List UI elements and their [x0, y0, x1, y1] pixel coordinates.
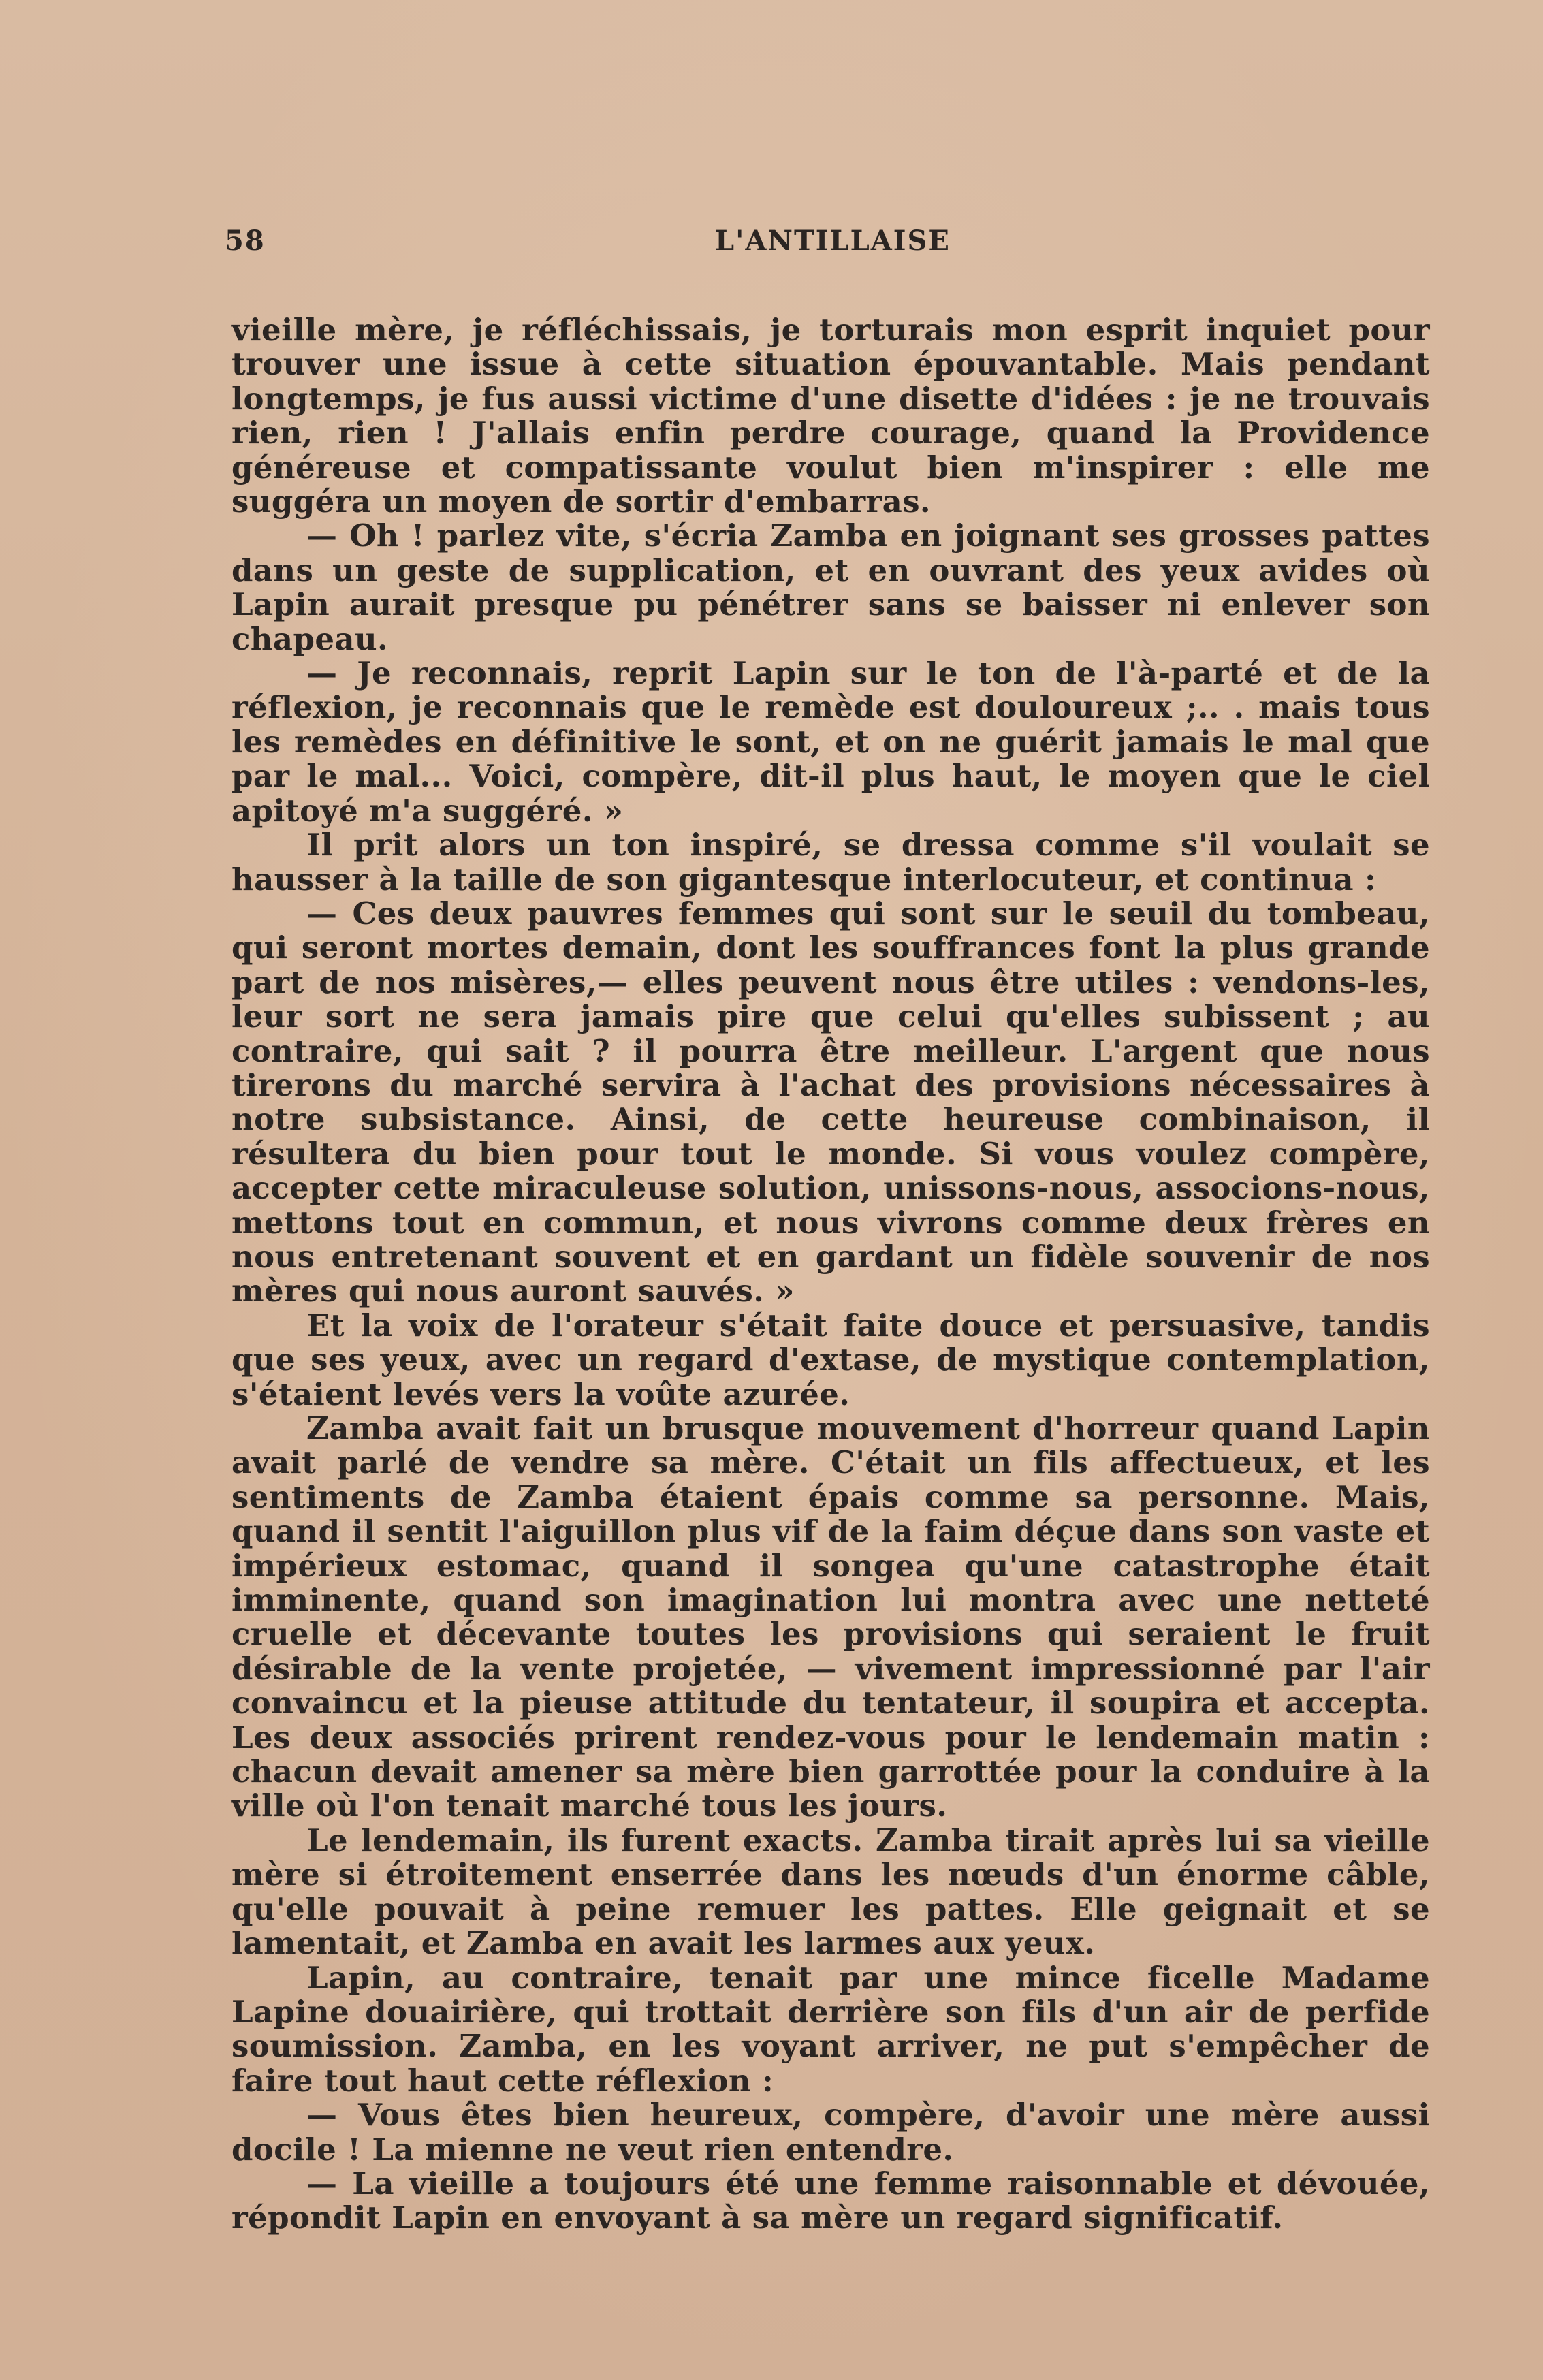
paragraph-docile-mother: — Vous êtes bien heureux, compère, d'avoir une mère aussi docile ! La mienne ne veut rien entendre. — [232, 2097, 1430, 2168]
paragraph-lapin-string: Lapin, au contraire, tenait par une mince ficelle Madame Lapine douairière, qui trottait derrière son fils d'un air de perfide soumission. Zamba, en les voyant arriver, ne put s'empêcher de faire tout haut cette réflexion : — [232, 1959, 1430, 2099]
book-title: L'ANTILLAISE — [715, 225, 951, 257]
running-head — [225, 225, 1314, 259]
paragraph-lapin-reply: — La vieille a toujours été une femme raisonnable et dévouée, répondit Lapin en envoyant à sa mère un regard significatif. — [232, 2165, 1430, 2236]
body-text — [232, 313, 1430, 2236]
paragraph-lapin-remedy: — Je reconnais, reprit Lapin sur le ton de l'à-parté et de la réflexion, je reconnais que le remède est douloureux ;.. . mais tous les remèdes en définitive le sont, et on ne guérit jamais le mal que par le mal... Voici, compère, dit-il plus haut, le moyen que le ciel apitoyé m'a suggéré. » — [232, 655, 1430, 829]
paragraph-zamba-accepts: Zamba avait fait un brusque mouvement d'horreur quand Lapin avait parlé de vendre sa mère. C'était un fils affectueux, et les sentiments de Zamba étaient épais comme sa personne. Mais, quand il sentit l'aiguillon plus vif de la faim déçue dans son vaste et impérieux estomac, quand il songea qu'une catastrophe était imminente, quand son imagination lui montra avec une netteté cruelle et décevante toutes les provisions qui seraient le fruit désirable de la vente projetée, — vivement impressionné par l'air convaincu et la pieuse attitude du tentateur, il soupira et accepta. Les deux associés prirent rendez-vous pour le lendemain matin : chacun devait amener sa mère bien garrottée pour la conduire à la ville où l'on tenait marché tous les jours. — [232, 1410, 1430, 1824]
paragraph-zamba-plea: — Oh ! parlez vite, s'écria Zamba en joignant ses grosses pattes dans un geste de supplication, et en ouvrant des yeux avides où Lapin aurait presque pu pénétrer sans se baisser ni enlever son chapeau. — [232, 518, 1430, 657]
page-number: 58 — [225, 225, 266, 257]
paragraph-sell-mothers: — Ces deux pauvres femmes qui sont sur le seuil du tombeau, qui seront mortes demain, dont les souffrances font la plus grande part de nos misères,— elles peuvent nous être utiles : vendons-les, leur sort ne sera jamais pire que celui qu'elles subissent ; au contraire, qui sait ? il pourra être meilleur. L'argent que nous tirerons du marché servira à l'achat des provisions nécessaires à notre subsistance. Ainsi, de cette heureuse combinaison, il résultera du bien pour tout le monde. Si vous voulez compère, accepter cette miraculeuse solution, unissons-nous, associons-nous, mettons tout en commun, et nous vivrons comme deux frères en nous entretenant souvent et en gardant un fidèle souvenir de nos mères qui nous auront sauvés. » — [232, 895, 1430, 1310]
paragraph-next-day: Le lendemain, ils furent exacts. Zamba tirait après lui sa vieille mère si étroitement enserrée dans les nœuds d'un énorme câble, qu'elle pouvait à peine remuer les pattes. Elle geignait et se lamentait, et Zamba en avait les larmes aux yeux. — [232, 1822, 1430, 1962]
paragraph-inspired-tone: Il prit alors un ton inspiré, se dressa comme s'il voulait se hausser à la taille de son gigantesque interlocuteur, et continua : — [232, 827, 1430, 898]
paragraph-orator-voice: Et la voix de l'orateur s'était faite douce et persuasive, tandis que ses yeux, avec un regard d'extase, de mystique contemplation, s'étaient levés vers la voûte azurée. — [232, 1307, 1430, 1412]
paragraph-continuation: vieille mère, je réfléchissais, je torturais mon esprit inquiet pour trouver une issue à cette situation épouvantable. Mais pendant longtemps, je fus aussi victime d'une disette d'idées : je ne trouvais rien, rien ! J'allais enfin perdre courage, quand la Providence généreuse et compatissante voulut bien m'inspirer : elle me suggéra un moyen de sortir d'embarras. — [232, 312, 1430, 520]
